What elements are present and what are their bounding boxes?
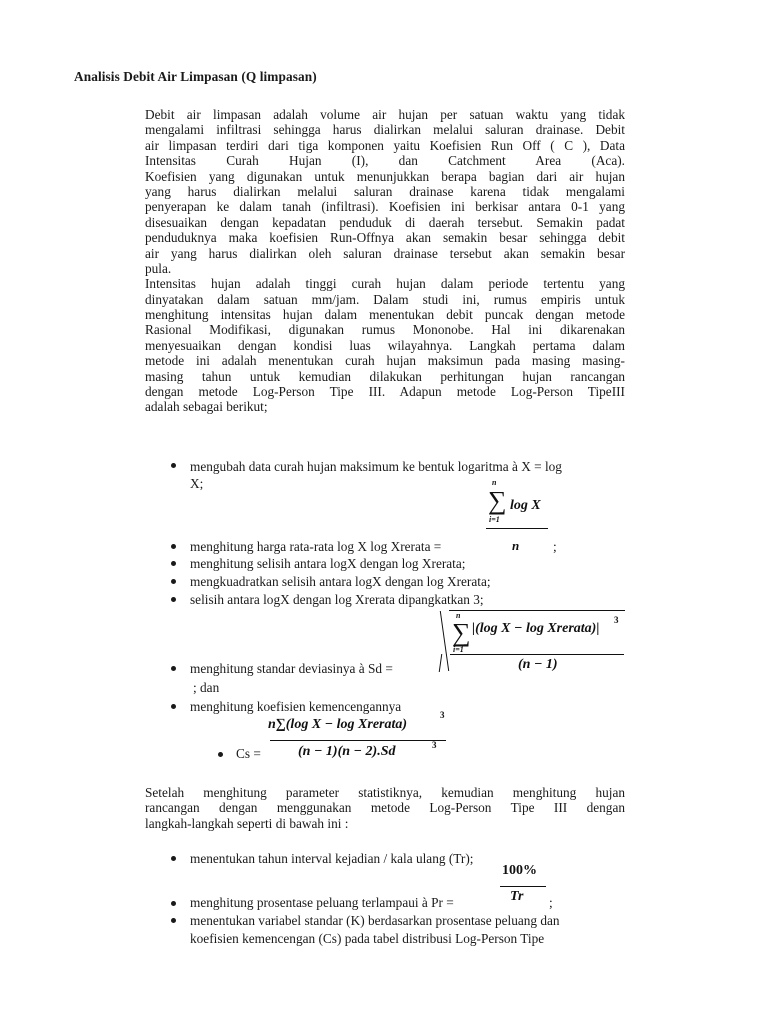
text-line: dengan metode Log-Person Tipe III. Adapun metode Log-Person TipeIII xyxy=(145,384,625,400)
bullet-dot xyxy=(171,463,176,468)
text-line: mengalami infiltrasi sehingga harus dialirkan melalui saluran drainase. Debit xyxy=(145,122,625,138)
bullet-dot xyxy=(171,579,176,584)
text-line: pula. xyxy=(145,260,172,276)
bullet-dot xyxy=(171,597,176,602)
text-line: Koefisien yang digunakan untuk menunjukkan berapa bagian dari air hujan xyxy=(145,168,625,184)
text-line: menyesuaikan dengan kondisi luas wilayahnya. Langkah pertama dalam xyxy=(145,337,625,353)
bullet-text: menghitung standar deviasinya à Sd = xyxy=(190,661,393,676)
text-line: Intensitas Curah Hujan (I), dan Catchment Area (Aca). xyxy=(145,153,625,169)
bullet-dot xyxy=(171,901,176,906)
section-title: Analisis Debit Air Limpasan (Q limpasan) xyxy=(74,69,317,84)
fraction-bar xyxy=(500,886,546,887)
formula-exponent: 3 xyxy=(614,615,619,625)
formula-exponent: 3 xyxy=(440,710,445,720)
paragraph-intro xyxy=(145,107,625,415)
bullet-dot xyxy=(171,544,176,549)
bullet-text: X; xyxy=(190,476,204,491)
sigma-symbol: ∑ xyxy=(452,618,471,647)
sqrt-stem xyxy=(440,611,449,671)
formula-denominator: n xyxy=(512,538,520,553)
text-line: masing tahun untuk kemudian dilakukan perhitungan hujan rancangan xyxy=(145,368,625,384)
bullet-text: menghitung koefisien kemencengannya xyxy=(190,699,402,714)
sum-upper: n xyxy=(456,611,461,620)
text-line: adalah sebagai berikut; xyxy=(145,399,268,415)
text-line: penduduknya maka koefisien Run-Offnya akan semakin besar sehingga debit xyxy=(145,230,625,246)
bullet-text: menghitung harga rata-rata log X log Xrerata = xyxy=(190,539,442,554)
text-line: rancangan dengan menggunakan metode Log-Person Tipe III dengan xyxy=(145,800,625,816)
bullet-dot xyxy=(218,752,223,757)
formula-denominator: (n − 1) xyxy=(518,657,558,672)
text-line: disesuaikan dengan kepadatan penduduk di daerah tersebut. Semakin padat xyxy=(145,214,625,230)
formula-denominator: Tr xyxy=(510,889,524,904)
paragraph-steps xyxy=(145,785,625,831)
text-line: Rasional Modifikasi, digunakan rumus Mononobe. Hal ini dikarenakan xyxy=(145,322,625,338)
fraction-bar xyxy=(450,654,624,655)
fraction-bar xyxy=(486,528,548,529)
formula-numerator: n∑(log X − log Xrerata) xyxy=(268,717,408,732)
text-line: langkah-langkah seperti di bawah ini : xyxy=(145,815,349,831)
fraction-bar xyxy=(270,740,446,741)
bullet-text: Cs = xyxy=(236,746,261,761)
bullet-text: ; dan xyxy=(193,680,220,695)
bullet-text: menghitung selisih antara logX dengan log Xrerata; xyxy=(190,556,466,571)
bullet-dot xyxy=(171,666,176,671)
text-line: air yang harus dialirkan oleh saluran drainase tersebut akan semakin besar xyxy=(145,245,625,261)
text-line: Debit air limpasan adalah volume air hujan per satuan waktu yang tidak xyxy=(145,107,625,122)
text-line: Setelah menghitung parameter statistiknya, kemudian menghitung hujan xyxy=(145,785,625,800)
bullet-text: menghitung prosentase peluang terlampaui à Pr = xyxy=(190,895,454,910)
text-line: dinyatakan dalam satuan mm/jam. Dalam studi ini, rumus empiris untuk xyxy=(145,291,625,307)
bullet-text: mengkuadratkan selisih antara logX dengan log Xrerata; xyxy=(190,574,491,589)
bullet-text: menentukan variabel standar (K) berdasarkan prosentase peluang dan xyxy=(190,913,560,928)
bullet-dot xyxy=(171,561,176,566)
bullet-text: koefisien kemencengan (Cs) pada tabel distribusi Log-Person Tipe xyxy=(190,931,545,946)
formula-numerator: log X xyxy=(510,498,541,513)
bullet-text: ; xyxy=(553,539,557,554)
formula-numerator: |(log X − log Xrerata)| xyxy=(472,621,600,636)
sqrt-bar xyxy=(449,610,625,611)
sum-upper: n xyxy=(492,478,497,487)
bullet-dot xyxy=(171,856,176,861)
sigma-symbol: ∑ xyxy=(488,486,507,515)
text-line: penyerapan ke dalam tanah (infiltrasi). Koefisien ini berkisar antara 0-1 yang xyxy=(145,199,625,215)
formula-denominator: (n − 1)(n − 2).Sd xyxy=(298,744,396,759)
bullet-text: menentukan tahun interval kejadian / kala ulang (Tr); xyxy=(190,851,474,866)
text-line: menghitung intensitas hujan dalam menentukan debit puncak dengan metode xyxy=(145,307,625,323)
bullet-text: mengubah data curah hujan maksimum ke bentuk logaritma à X = log xyxy=(190,459,562,474)
bullet-dot xyxy=(171,918,176,923)
bullet-text: ; xyxy=(549,895,553,910)
sum-lower: i=1 xyxy=(453,645,464,654)
sum-lower: i=1 xyxy=(489,515,500,524)
sqrt-tick xyxy=(439,654,443,672)
text-line: metode ini adalah menentukan curah hujan maksimun pada masing masing- xyxy=(145,353,625,369)
formula-exponent: 3 xyxy=(432,740,437,750)
bullet-dot xyxy=(171,704,176,709)
text-line: air limpasan terdiri dari tiga komponen yaitu Koefisien Run Off ( C ), Data xyxy=(145,137,625,153)
bullet-text: selisih antara logX dengan log Xrerata dipangkatkan 3; xyxy=(190,592,484,607)
text-line: yang harus dialirkan melalui saluran drainase karena tidak mengalami xyxy=(145,183,625,199)
formula-numerator: 100% xyxy=(502,863,537,878)
text-line: Intensitas hujan adalah tinggi curah hujan dalam periode tertentu yang xyxy=(145,276,625,292)
